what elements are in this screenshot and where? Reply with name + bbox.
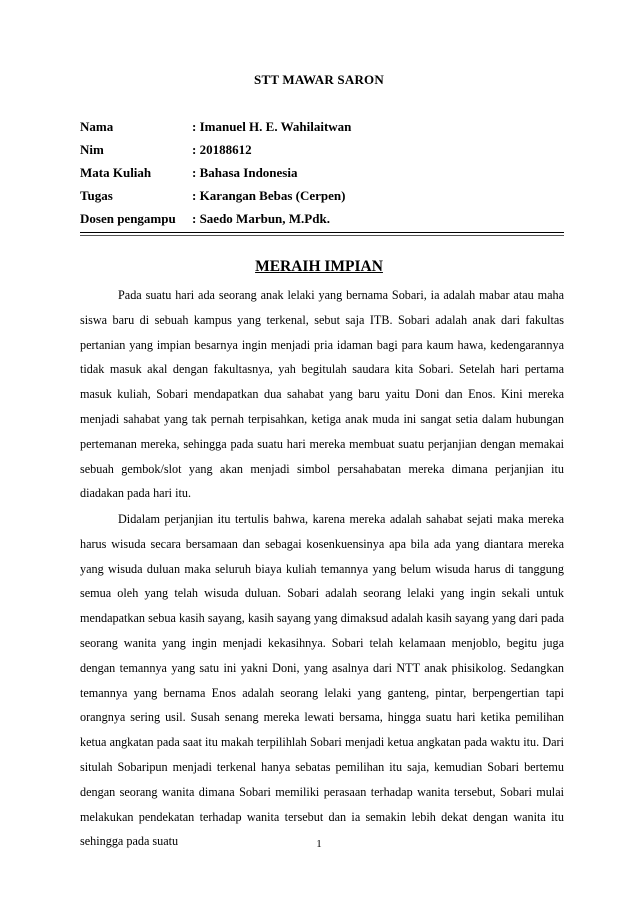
info-value: : Saedo Marbun, M.Pdk. [192, 211, 330, 226]
info-row-name [80, 115, 570, 138]
info-label: Mata Kuliah [80, 165, 152, 180]
story-title: MERAIH IMPIAN [255, 258, 383, 275]
info-row-lecturer [80, 207, 570, 230]
info-value: : 20188612 [192, 142, 252, 157]
header-divider-thin [80, 235, 564, 236]
info-value: : Karangan Bebas (Cerpen) [192, 188, 346, 203]
info-label: Nim [80, 142, 104, 157]
info-row-nim [80, 138, 570, 161]
student-info-table [80, 115, 570, 230]
info-label: Nama [80, 119, 114, 134]
header-divider [80, 232, 564, 233]
page-number: 1 [316, 838, 322, 850]
info-label: Dosen pengampu [80, 211, 176, 226]
info-value: : Imanuel H. E. Wahilaitwan [192, 119, 352, 134]
info-row-course [80, 161, 570, 184]
info-value: : Bahasa Indonesia [192, 165, 298, 180]
institution-title: STT MAWAR SARON [254, 72, 384, 87]
story-paragraph: Didalam perjanjian itu tertulis bahwa, karena mereka adalah sahabat sejati maka mereka harus wisuda secara bersamaan dan sebagai kosenkuensinya apa bila ada yang diantara mereka yang wisuda duluan maka seluruh biaya kuliah temannya yang belum wisuda harus di tanggung semua oleh yang telah wisuda duluan. Sobari adalah seorang lelaki yang ingin sekali untuk mendapatkan sebua kasih sayang, kasih sayang yang dimaksud adalah kasih sayang yang dari pada seorang wanita yang ingin menjadi kekasihnya. Sobari telah kelamaan menjoblo, begitu juga dengan temannya yang satu ini yakni Doni, yang asalnya dari NTT anak phisikolog. Sedangkan temannya yang bernama Enos adalah seorang lelaki yang ganteng, pintar, berpengertian tapi orangnya sering usil. Susah senang mereka lewati bersama, hingga suatu hari ketika pemilihan ketua angkatan pada saat itu makah terpilihlah Sobari menjadi ketua angkatan pada waktu itu. Dari situlah Sobaripun menjadi terkenal hanya sebatas pemilihan itu saja, kemudian Sobari bertemu dengan seorang wanita dimana Sobari memiliki perasaan terhadap wanita tersebut, Sobari mulai melakukan pendekatan terhadap wanita tersebut dan ia semakin lebih dekat dengan wanita itu sehingga pada suatu [80, 512, 564, 849]
info-label: Tugas [80, 188, 113, 203]
story-paragraph: Pada suatu hari ada seorang anak lelaki yang bernama Sobari, ia adalah mabar atau maha siswa baru di sebuah kampus yang terkenal, sebut saja ITB. Sobari adalah anak dari fakultas pertanian yang impian besarnya ingin menjadi pria idaman bagi para kaum hawa, kedengarannya tidak masuk akal dengan fakultasnya, yah begitulah saudara kita Sobari. Setelah hari pertama masuk kuliah, Sobari mendapatkan dua sahabat yang baru yaitu Doni dan Enos. Kini mereka menjadi sahabat yang tak pernah terpisahkan, ketiga anak muda ini sangat setia dalam hubungan pertemanan mereka, sehingga pada suatu hari mereka membuat suatu perjanjian dengan memakai sebuah gembok/slot yang akan menjadi simbol persahabatan mereka dimana perjanjian itu diadakan pada hari itu. [80, 288, 564, 501]
info-row-assignment [80, 184, 570, 207]
